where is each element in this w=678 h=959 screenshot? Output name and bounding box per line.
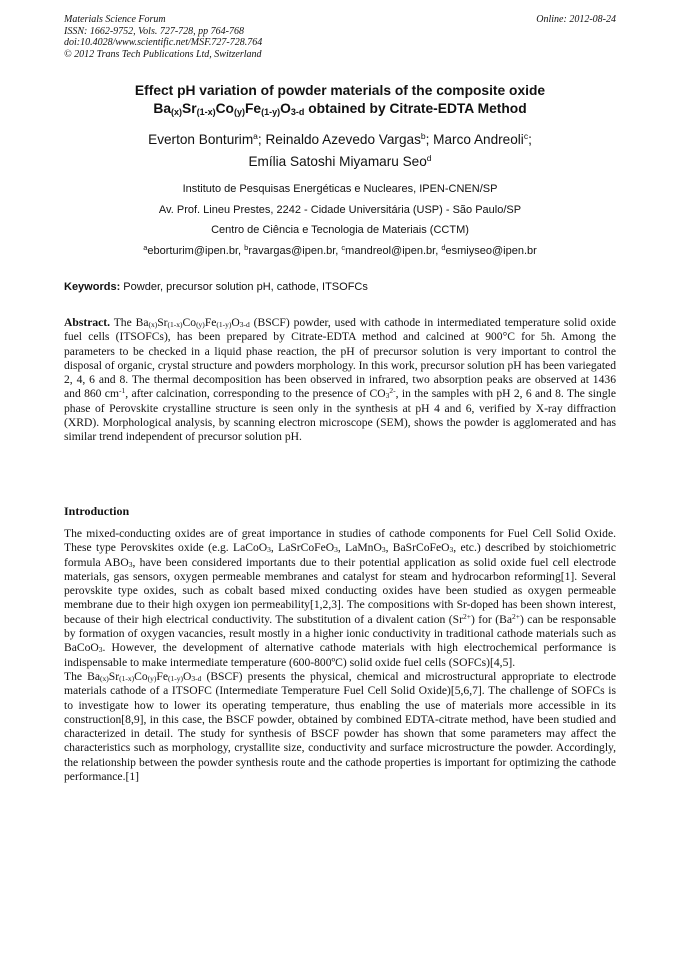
author-name: ; Marco Andreoli [425, 132, 524, 147]
email-c[interactable]: $^c$mandreol@ipen.br, [341, 242, 442, 257]
intro-paragraph-2: The $Ba_{(x)}Sr_{(1-x)}Co_{(y)}Fe_{(1-y)}O_{3-d}$ (BSCF) presents the physical, chemical and microstructural appropriate to electrode materials cathode of a ITSOFC (Intermediate Temperature Fuel Cell Solid Oxide)[5,6,7]. The challenge of SOFCs is to investigate how to lower its operating temperature, thus enabling the use of materials more accessible in its construction[8,9], in this case, the BSCF powder, obtained by combined EDTA-citrate method, have been studied and characterized in detail. The study for synthesis of BSCF powder has shown that some parameters may affect the characteristics such as morphology, crystallite size, conductivity and surface microstructure the powder. Accordingly, the relationship between the powder synthesis route and the cathode properties is important for optimizing the cathode performance.[1] [64, 669, 616, 784]
email-d[interactable]: $^d$esmiyseo@ipen.br [441, 242, 537, 257]
journal-copyright: © 2012 Trans Tech Publications Ltd, Switzerland [64, 48, 262, 60]
affiliation-institute: Instituto de Pesquisas Energéticas e Nucleares, IPEN-CNEN/SP [182, 183, 498, 195]
email-b[interactable]: $^b$ravargas@ipen.br, [244, 242, 342, 257]
intro-paragraph-1: The mixed-conducting oxides are of great importance in studies of cathode components for Fuel Cell Solid Oxide. These type Perovskites oxide (e.g. LaCoO$_3$, LaSrCoFeO$_3$, LaMnO$_3$, BaSrCoFeO$_3$, etc.) described by stoichiometric formula $ABO_3$, have been considered importants due to their potential application as solid oxide fuel cell electrode materials, gas sensors, oxygen permeable membranes and catalyst for steam and hydrocarbon reforming[1]. Several perovskite type oxides, such as cobalt based mixed conducting oxides have been studied as oxygen permeable membrane due to their high oxygen ion permeability[1,2,3]. The compositions with Sr-doped has been shown interest, because of their high electrical conductivity. The substitution of a divalent cation $(Sr^{2+})$ for $(Ba^{2+})$ can be responsable by formation of oxygen vacancies, result mostly in a higher ionic conductivity in traditional cathode materials such as BaCoO$_3$. However, the development of alternative cathode materials with high electrochemical performance is indispensable to make intermediate temperature (600-800ºC) solid oxide fuel cells (SOFCs)[4,5]. [64, 527, 617, 669]
journal-name: Materials Science Forum [64, 14, 166, 25]
email-a[interactable]: $^a$eborturim@ipen.br, [143, 242, 245, 257]
journal-header [64, 14, 616, 60]
author-name: Emília Satoshi Miyamaru Seo [248, 154, 427, 169]
title-line-2: $Ba_{(x)}Sr_{(1-x)}Co_{(y)}Fe_{(1-y)}O_{3-d}$ obtained by Citrate-EDTA Method [153, 101, 527, 117]
author-list [64, 129, 616, 173]
keywords-label: Keywords: [64, 281, 121, 293]
keywords-text: Powder, precursor solution pH, cathode, ITSOFCs [120, 281, 368, 293]
title-line-1: Effect pH variation of powder materials of the composite oxide [134, 83, 546, 98]
journal-doi[interactable]: doi:10.4028/www.scientific.net/MSF.727-728.764 [64, 37, 263, 48]
authors-line-2: Emília Satoshi Miyamaru Seo$^d$ [248, 153, 432, 169]
abstract: Abstract. The $Ba_{(x)}Sr_{(1-x)}Co_{(y)}Fe_{(1-y)}O_{3-d}$ (BSCF) powder, used with cathode in intermediated temperature solid oxide fuel cells (ITSOFCs), has been prepared by Citrate-EDTA method and calcined at 900°C for 5h. Among the parameters to be checked in a liquid phase reaction, the pH of precursor solution is very important to control the disposal of organic, crystal structure and powders morphology. In this work, precursor solution pH has been variegated 2, 4, 6 and 8. The thermal decomposition has been observed in infrared, two absorption peaks are observed at 1436 and 860 $cm^{-1}$, after calcination, corresponding to the presence of $CO_3^{2-}$, in the samples with pH 2, 6 and 8. The single phase of Perovskite crystalline structure is seen only in the synthesis at pH 4 and 6, verified by X-ray diffraction (XRD). Morphological analysis, by scanning electron microscope (SEM), shows the powder is agglomerated and has similar trend independent of precursor solution pH. [64, 316, 616, 444]
affiliation-center: Centro de Ciência e Tecnologia de Materiais (CCTM) [211, 224, 469, 236]
authors-line-1: Everton Bonturim$^a$; Reinaldo Azevedo Vargas$^b$; Marco Andreoli$^c$; [148, 131, 532, 147]
affiliations [64, 179, 616, 261]
author-name: Everton Bonturim [148, 132, 254, 147]
keywords [64, 280, 616, 294]
section-heading-introduction: Introduction [64, 504, 130, 518]
paper-title [64, 82, 616, 118]
affiliation-address: Av. Prof. Lineu Prestes, 2242 - Cidade Universitária (USP) - São Paulo/SP [158, 203, 522, 216]
author-name: ; Reinaldo Azevedo Vargas [257, 132, 421, 147]
online-date: Online: 2012-08-24 [536, 14, 616, 25]
author-emails [64, 241, 616, 262]
introduction-body [64, 527, 616, 784]
abstract-label: Abstract. [64, 316, 111, 329]
journal-issn: ISSN: 1662-9752, Vols. 727-728, pp 764-768 [64, 25, 244, 37]
